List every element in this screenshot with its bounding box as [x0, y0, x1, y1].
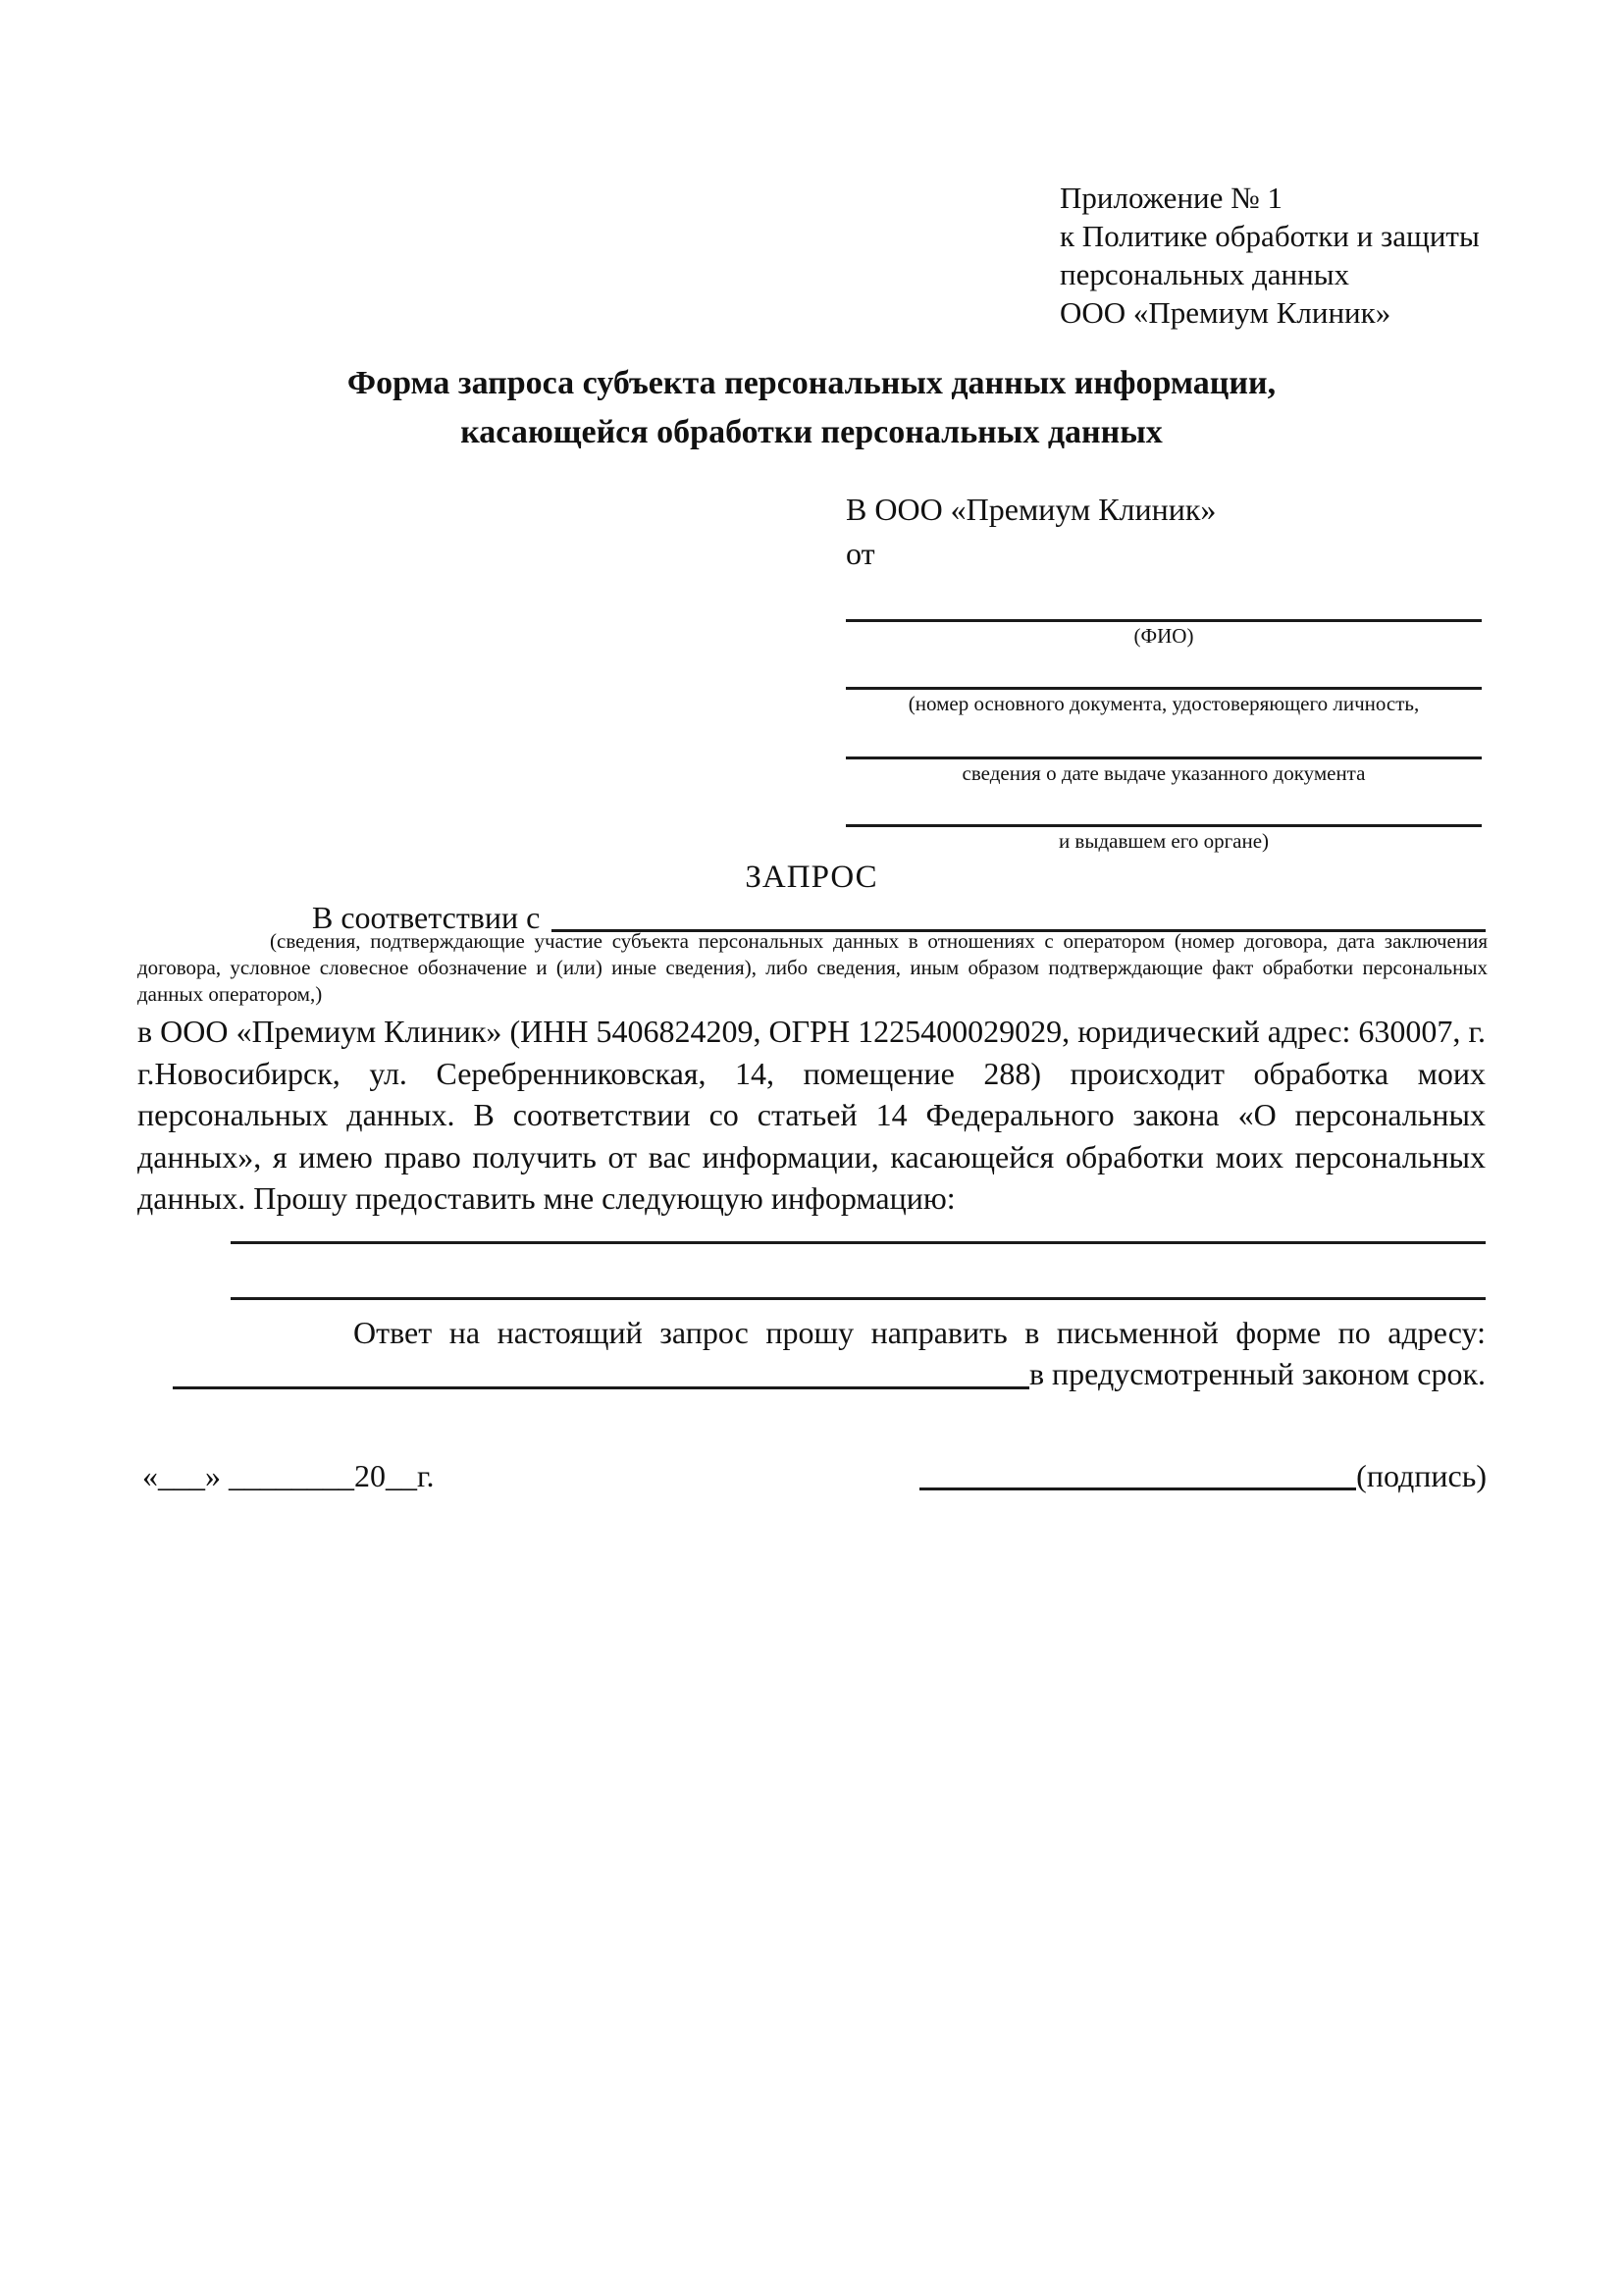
issuing-authority-caption: и выдавшем его органе) [1058, 829, 1270, 853]
fio-blank-line [846, 619, 1482, 622]
deadline-text: в предусмотренный законом срок. [1028, 1356, 1486, 1391]
info-blank-line-1 [231, 1241, 1486, 1244]
appendix-note [1060, 179, 1521, 332]
footer-row [142, 1454, 1487, 1497]
signature-group [919, 1454, 1487, 1497]
document-number-caption: (номер основного документа, удостоверяющего личность, [908, 692, 1420, 715]
signature-caption: (подпись) [1356, 1458, 1487, 1493]
appendix-note-line: Приложение № 1 [1060, 181, 1283, 215]
appendix-note-line: персональных данных [1060, 257, 1350, 291]
request-body: в ООО «Премиум Клиник» (ИНН 5406824209, ОГРН 1225400029029, юридический адрес: 630007, г. г.Новосибирск, ул. Серебренниковская, 14, помещение 288) происходит обработка моих персональных данных. В соответствии со статьей 14 Федерального закона «О персональных данных», я имею право получить от вас информации, касающейся обработки моих персональных данных. Прошу предоставить мне следующую информацию: [137, 1014, 1486, 1216]
address-blank-line [173, 1352, 1029, 1389]
issuing-authority-blank-line [846, 824, 1482, 827]
date-blank: «___» ________20__г. [142, 1458, 435, 1493]
reference-note: (сведения, подтверждающие участие субъекта персональных данных в отношениях с оператором (номер договора, дата заключения договора, условное словесное обозначение и (или) иные сведения), либо сведения, иным образом подтверждающие факт обработки персональных данных оператором,) [137, 929, 1488, 1006]
addressee-block [846, 488, 1482, 853]
request-heading: ЗАПРОС [745, 860, 878, 895]
appendix-note-line: к Политике обработки и защиты [1060, 219, 1480, 253]
accordance-blank-line [551, 896, 1486, 932]
appendix-note-line: ООО «Премиум Клиник» [1060, 295, 1391, 330]
form-title [137, 359, 1486, 457]
address-row [137, 1352, 1486, 1395]
issue-date-caption: сведения о дате выдаче указанного документа [962, 761, 1366, 785]
issue-date-blank-line [846, 757, 1482, 759]
fio-caption: (ФИО) [1133, 624, 1194, 648]
document-number-blank-line [846, 687, 1482, 690]
addressee-org: В ООО «Премиум Клиник» [846, 492, 1217, 527]
accordance-lead: В соответствии с [312, 900, 541, 935]
form-title-line: касающейся обработки персональных данных [460, 414, 1163, 450]
answer-request-text: Ответ на настоящий запрос прошу направить в письменной форме по адресу: [353, 1315, 1486, 1350]
addressee-from-label: от [846, 536, 875, 571]
signature-blank-line [919, 1487, 1356, 1490]
info-blank-line-2 [231, 1297, 1486, 1300]
form-title-line: Форма запроса субъекта персональных данных информации, [346, 365, 1277, 401]
